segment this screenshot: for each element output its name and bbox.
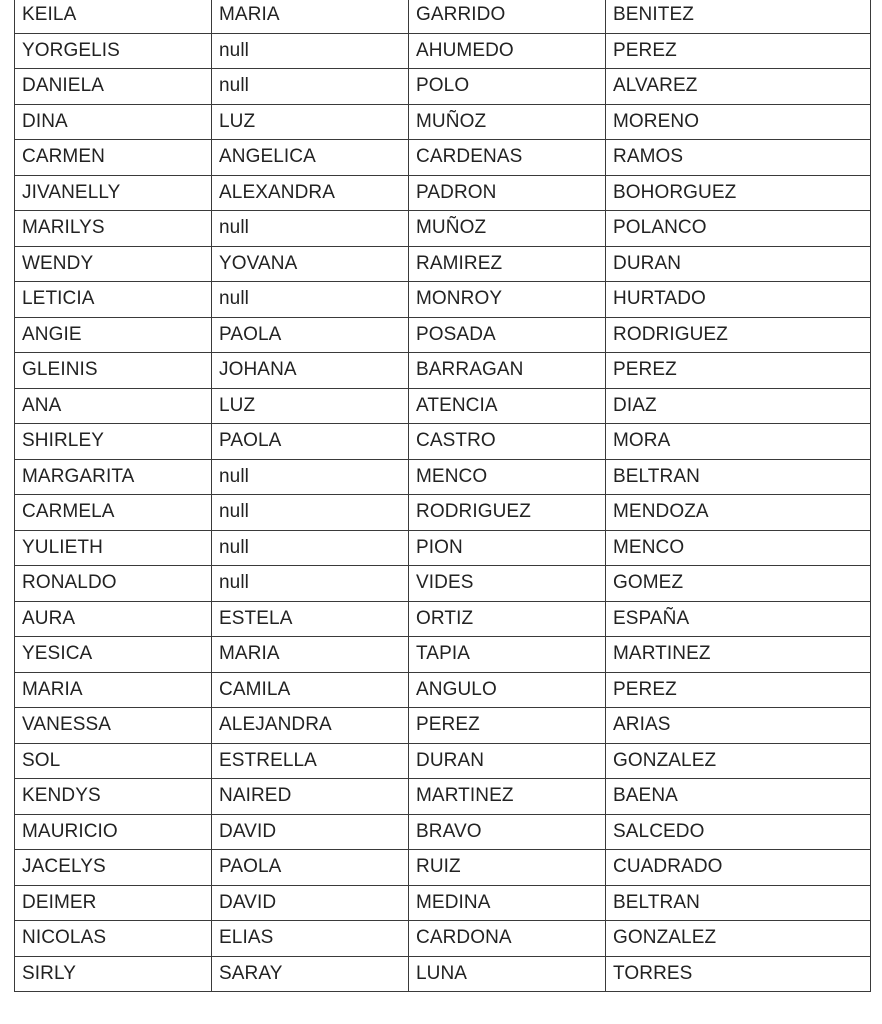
first-surname-cell: DURAN (409, 743, 606, 779)
second-name-cell: ESTELA (212, 601, 409, 637)
first-name-cell: MARILYS (15, 211, 212, 247)
table-row (15, 246, 871, 282)
first-surname-cell: ATENCIA (409, 388, 606, 424)
second-name-cell: null (212, 495, 409, 531)
table-row (15, 104, 871, 140)
second-surname-cell: DIAZ (606, 388, 871, 424)
first-name-cell: VANESSA (15, 708, 212, 744)
first-name-cell: DEIMER (15, 885, 212, 921)
second-name-cell: ESTRELLA (212, 743, 409, 779)
second-name-cell: NAIRED (212, 779, 409, 815)
second-name-cell: ANGELICA (212, 140, 409, 176)
second-surname-cell: SALCEDO (606, 814, 871, 850)
second-surname-cell: RAMOS (606, 140, 871, 176)
second-name-cell: DAVID (212, 814, 409, 850)
table-row (15, 956, 871, 992)
table-row (15, 69, 871, 105)
first-surname-cell: RAMIREZ (409, 246, 606, 282)
second-name-cell: PAOLA (212, 424, 409, 460)
names-table-body (15, 0, 871, 992)
first-name-cell: YULIETH (15, 530, 212, 566)
second-name-cell: null (212, 69, 409, 105)
second-surname-cell: MORENO (606, 104, 871, 140)
first-name-cell: KEILA (15, 0, 212, 33)
second-name-cell: CAMILA (212, 672, 409, 708)
table-row (15, 388, 871, 424)
first-name-cell: MARGARITA (15, 459, 212, 495)
first-surname-cell: RODRIGUEZ (409, 495, 606, 531)
table-row (15, 637, 871, 673)
table-row (15, 175, 871, 211)
table-row (15, 282, 871, 318)
second-name-cell: null (212, 33, 409, 69)
second-surname-cell: MORA (606, 424, 871, 460)
second-surname-cell: ESPAÑA (606, 601, 871, 637)
second-surname-cell: PEREZ (606, 353, 871, 389)
first-surname-cell: MUÑOZ (409, 104, 606, 140)
second-name-cell: null (212, 282, 409, 318)
second-surname-cell: GOMEZ (606, 566, 871, 602)
first-name-cell: SHIRLEY (15, 424, 212, 460)
second-name-cell: JOHANA (212, 353, 409, 389)
second-surname-cell: BELTRAN (606, 885, 871, 921)
table-row (15, 672, 871, 708)
first-name-cell: MAURICIO (15, 814, 212, 850)
first-name-cell: YESICA (15, 637, 212, 673)
table-row (15, 885, 871, 921)
second-name-cell: DAVID (212, 885, 409, 921)
first-name-cell: MARIA (15, 672, 212, 708)
table-row (15, 424, 871, 460)
second-name-cell: PAOLA (212, 317, 409, 353)
second-name-cell: LUZ (212, 388, 409, 424)
first-surname-cell: BARRAGAN (409, 353, 606, 389)
table-row (15, 850, 871, 886)
first-surname-cell: POLO (409, 69, 606, 105)
first-name-cell: KENDYS (15, 779, 212, 815)
first-name-cell: AURA (15, 601, 212, 637)
table-row (15, 708, 871, 744)
second-surname-cell: MENCO (606, 530, 871, 566)
second-surname-cell: BOHORGUEZ (606, 175, 871, 211)
second-surname-cell: BELTRAN (606, 459, 871, 495)
second-name-cell: MARIA (212, 637, 409, 673)
table-row (15, 779, 871, 815)
table-row (15, 459, 871, 495)
second-surname-cell: RODRIGUEZ (606, 317, 871, 353)
second-surname-cell: POLANCO (606, 211, 871, 247)
second-surname-cell: DURAN (606, 246, 871, 282)
first-surname-cell: CARDONA (409, 921, 606, 957)
first-surname-cell: PADRON (409, 175, 606, 211)
second-name-cell: null (212, 530, 409, 566)
first-name-cell: LETICIA (15, 282, 212, 318)
second-name-cell: PAOLA (212, 850, 409, 886)
first-name-cell: JIVANELLY (15, 175, 212, 211)
table-row (15, 921, 871, 957)
first-name-cell: WENDY (15, 246, 212, 282)
first-surname-cell: CASTRO (409, 424, 606, 460)
table-row (15, 566, 871, 602)
second-surname-cell: ARIAS (606, 708, 871, 744)
first-name-cell: GLEINIS (15, 353, 212, 389)
second-name-cell: SARAY (212, 956, 409, 992)
second-name-cell: ALEJANDRA (212, 708, 409, 744)
second-surname-cell: CUADRADO (606, 850, 871, 886)
second-surname-cell: MARTINEZ (606, 637, 871, 673)
second-surname-cell: PEREZ (606, 33, 871, 69)
table-row (15, 530, 871, 566)
names-table (14, 0, 871, 992)
first-name-cell: DINA (15, 104, 212, 140)
table-row (15, 211, 871, 247)
table-row (15, 743, 871, 779)
first-name-cell: CARMELA (15, 495, 212, 531)
second-surname-cell: MENDOZA (606, 495, 871, 531)
first-surname-cell: MENCO (409, 459, 606, 495)
second-surname-cell: TORRES (606, 956, 871, 992)
table-row (15, 33, 871, 69)
table-row (15, 495, 871, 531)
table-row (15, 317, 871, 353)
first-surname-cell: POSADA (409, 317, 606, 353)
second-surname-cell: PEREZ (606, 672, 871, 708)
first-surname-cell: LUNA (409, 956, 606, 992)
first-name-cell: ANA (15, 388, 212, 424)
first-surname-cell: CARDENAS (409, 140, 606, 176)
first-name-cell: RONALDO (15, 566, 212, 602)
first-surname-cell: MEDINA (409, 885, 606, 921)
first-name-cell: JACELYS (15, 850, 212, 886)
first-surname-cell: ANGULO (409, 672, 606, 708)
first-surname-cell: PION (409, 530, 606, 566)
second-surname-cell: BENITEZ (606, 0, 871, 33)
first-surname-cell: BRAVO (409, 814, 606, 850)
first-name-cell: CARMEN (15, 140, 212, 176)
first-surname-cell: GARRIDO (409, 0, 606, 33)
second-surname-cell: GONZALEZ (606, 921, 871, 957)
first-surname-cell: MUÑOZ (409, 211, 606, 247)
second-name-cell: null (212, 566, 409, 602)
second-name-cell: YOVANA (212, 246, 409, 282)
first-surname-cell: VIDES (409, 566, 606, 602)
second-surname-cell: ALVAREZ (606, 69, 871, 105)
second-surname-cell: BAENA (606, 779, 871, 815)
first-surname-cell: MONROY (409, 282, 606, 318)
second-name-cell: null (212, 459, 409, 495)
first-name-cell: SOL (15, 743, 212, 779)
first-name-cell: YORGELIS (15, 33, 212, 69)
second-surname-cell: GONZALEZ (606, 743, 871, 779)
second-name-cell: ALEXANDRA (212, 175, 409, 211)
first-surname-cell: PEREZ (409, 708, 606, 744)
second-surname-cell: HURTADO (606, 282, 871, 318)
first-name-cell: SIRLY (15, 956, 212, 992)
table-row (15, 140, 871, 176)
first-name-cell: ANGIE (15, 317, 212, 353)
second-name-cell: LUZ (212, 104, 409, 140)
first-surname-cell: ORTIZ (409, 601, 606, 637)
second-name-cell: null (212, 211, 409, 247)
first-surname-cell: RUIZ (409, 850, 606, 886)
first-name-cell: NICOLAS (15, 921, 212, 957)
table-row (15, 0, 871, 33)
second-name-cell: ELIAS (212, 921, 409, 957)
table-row (15, 353, 871, 389)
second-name-cell: MARIA (212, 0, 409, 33)
first-name-cell: DANIELA (15, 69, 212, 105)
first-surname-cell: MARTINEZ (409, 779, 606, 815)
table-row (15, 601, 871, 637)
first-surname-cell: TAPIA (409, 637, 606, 673)
first-surname-cell: AHUMEDO (409, 33, 606, 69)
table-row (15, 814, 871, 850)
